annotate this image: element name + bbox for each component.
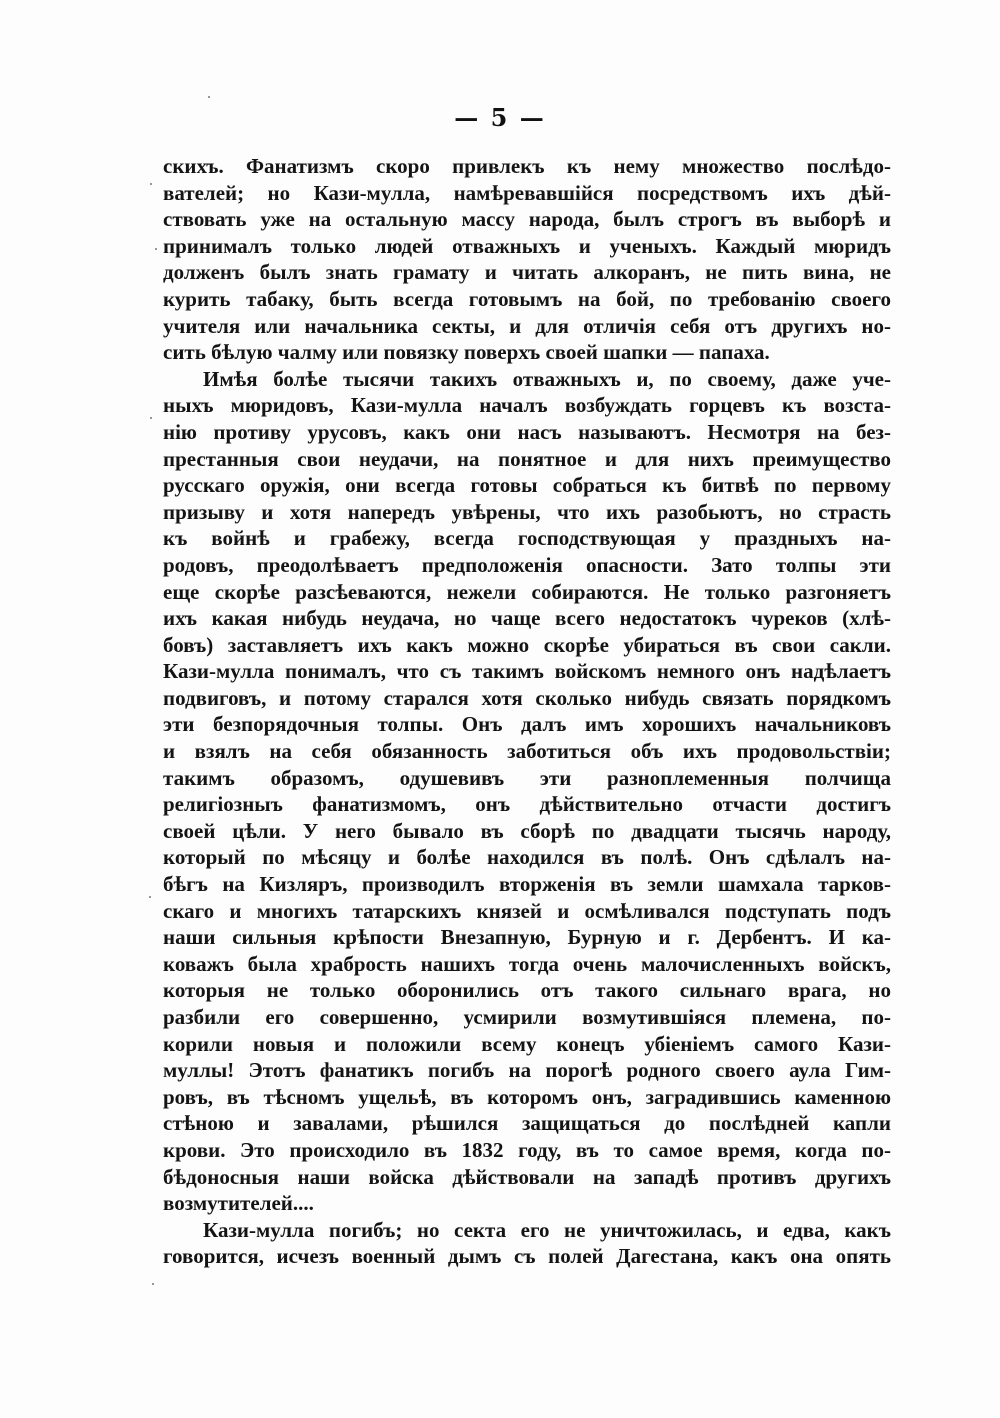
text-line: и взялъ на себя обязанность заботиться объ ихъ продовольствіи;: [163, 739, 891, 764]
text-line: къ войнѣ и грабежу, всегда господствующая у праздныхъ на-: [163, 526, 891, 551]
text-line: подвиговъ, и потому старался хотя сколько нибудь связать порядкомъ: [163, 685, 891, 710]
text-line: курить табаку, быть всегда готовымъ на бой, по требованію своего: [163, 286, 891, 311]
text-line: наши сильныя крѣпости Внезапную, Бурную и г. Дербентъ. И ка-: [163, 925, 891, 950]
text-line: коважъ была храбрость нашихъ тогда очень малочисленныхъ войскъ,: [163, 951, 891, 976]
text-line: нію противу урусовъ, какъ они насъ называютъ. Несмотря на без-: [163, 419, 891, 444]
text-line: крови. Это происходило въ 1832 году, въ то самое время, когда по-: [163, 1137, 891, 1162]
text-line: говорится, исчезъ военный дымъ съ полей Дагестана, какъ она опять: [163, 1244, 891, 1269]
text-line: русскаго оружія, они всегда готовы собраться къ битвѣ по первому: [163, 473, 891, 498]
text-line: сить бѣлую чалму или повязку поверхъ своей шапки — папаха.: [163, 340, 770, 365]
text-line: бовъ) заставляетъ ихъ какъ можно скорѣе убираться въ свои сакли.: [163, 632, 891, 657]
text-line: Имѣя болѣе тысячи такихъ отважныхъ и, по своему, даже уче-: [203, 366, 891, 391]
text-line: еще скорѣе разсѣеваются, нежели собираются. Не только разгоняетъ: [163, 579, 891, 604]
text-line: корили новыя и положили всему конецъ убіеніемъ самого Кази-: [163, 1031, 891, 1056]
text-line: бѣгъ на Кизляръ, производилъ вторженія въ земли шамхала тарков-: [163, 872, 891, 897]
text-line: ныхъ мюридовъ, Кази-мулла началъ возбуждать горцевъ къ возста-: [163, 393, 891, 418]
text-line: своей цѣли. У него бывало въ сборѣ по двадцати тысячь народу,: [163, 818, 891, 843]
text-line: родовъ, преодолѣваетъ предположенія опасности. Зато толпы эти: [163, 552, 891, 577]
text-line: разбили его совершенно, усмирили возмутившіяся племена, по-: [163, 1005, 891, 1029]
text-line: скихъ. Фанатизмъ скоро привлекъ къ нему множество послѣдо-: [163, 154, 891, 178]
page-number: — 5 —: [454, 103, 546, 132]
text-line: бѣдоносныя наши войска дѣйствовали на западѣ противъ другихъ: [163, 1164, 891, 1189]
text-line: ихъ какая нибудь неудача, но чаще всего недостатокъ чуреков (хлѣ-: [163, 606, 891, 631]
text-line: религіозныъ фанатизмомъ, онъ дѣйствительно отчасти достигъ: [163, 792, 891, 817]
scan-speck: [152, 1283, 154, 1285]
text-line: призыву и хотя напередъ увѣрены, что ихъ разобьютъ, но страсть: [163, 499, 891, 524]
text-line: ствовать уже на остальную массу народа, былъ строгъ въ выборѣ и: [163, 207, 891, 232]
text-line: которыя не только оборонились отъ такого сильнаго врага, но: [163, 978, 891, 1003]
text-line: стѣною и завалами, рѣшился защищаться до послѣдней капли: [163, 1111, 891, 1136]
text-line: долженъ былъ знать грамату и читать алкоранъ, не пить вина, не: [163, 260, 891, 285]
text-line: такимъ образомъ, одушевивъ эти разноплеменныя полчища: [163, 765, 891, 790]
text-line: Кази-мулла понималъ, что съ такимъ войскомъ немного онъ надѣлаетъ: [163, 659, 891, 684]
text-line: скаго и многихъ татарскихъ князей и осмѣливался подступать подъ: [163, 898, 891, 923]
scan-speck: [150, 417, 152, 419]
text-line: эти безпорядочныя толпы. Онъ далъ имъ хорошихъ начальниковъ: [163, 712, 891, 737]
text-line: вателей; но Кази-мулла, намѣревавшійся посредствомъ ихъ дѣй-: [163, 180, 891, 205]
body-text: [163, 153, 891, 1270]
text-line: ровъ, въ тѣсномъ ущельѣ, въ которомъ онъ, заградившись каменною: [163, 1084, 891, 1109]
text-line: учителя или начальника секты, и для отличія себя отъ другихъ но-: [163, 313, 891, 338]
text-line: принималъ только людей отважныхъ и ученыхъ. Каждый мюридъ: [163, 233, 891, 258]
scan-speck: [208, 96, 210, 98]
scan-speck: [150, 183, 152, 185]
scan-speck: [149, 896, 151, 898]
scan-speck: [155, 248, 157, 250]
text-line: Кази-мулла погибъ; но секта его не уничтожилась, и едва, какъ: [203, 1217, 891, 1242]
text-line: возмутителей....: [163, 1191, 314, 1216]
text-line: который по мѣсяцу и болѣе находился въ полѣ. Онъ сдѣлалъ на-: [163, 845, 891, 870]
text-line: престанныя свои неудачи, на понятное и для нихъ преимущество: [163, 446, 891, 471]
text-line: муллы! Этотъ фанатикъ погибъ на порогѣ родного своего аула Гим-: [163, 1058, 891, 1083]
